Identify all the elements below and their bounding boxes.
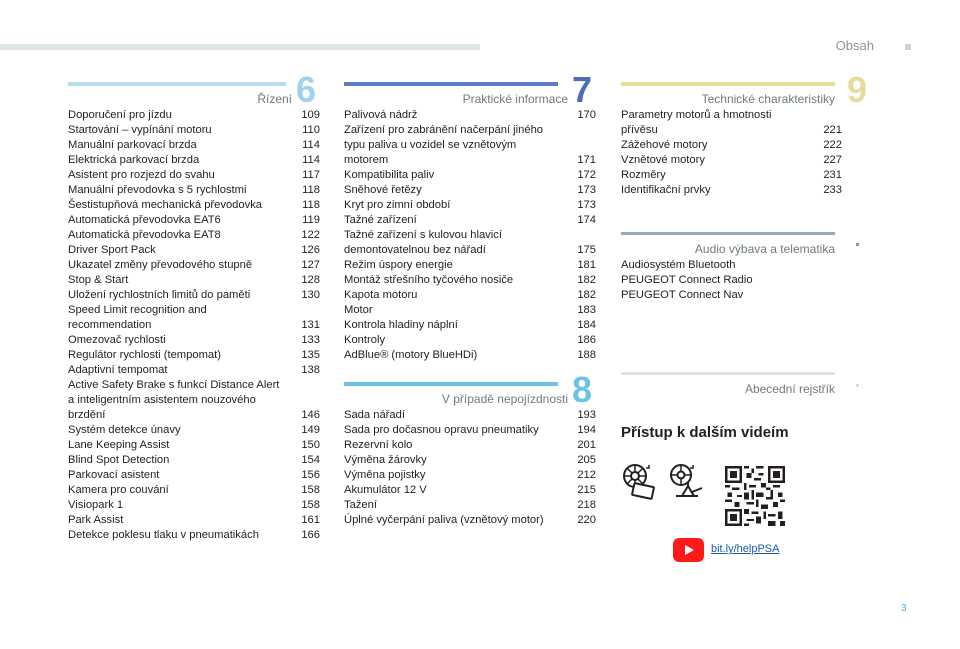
index-square: [856, 384, 859, 387]
toc-entry-page: 194: [577, 424, 596, 436]
toc-entry-label: Úplné vyčerpání paliva (vznětový motor): [344, 514, 544, 526]
toc-entry-page: 161: [301, 514, 320, 526]
toc-entry[interactable]: [344, 348, 596, 363]
toc-entry[interactable]: [68, 183, 320, 198]
toc-entry[interactable]: [344, 198, 596, 213]
toc-entry-label: Kapota motoru: [344, 289, 418, 301]
toc-entry[interactable]: [68, 228, 320, 243]
toc-entry[interactable]: [621, 183, 842, 198]
toc-entry-label: Šestistupňová mechanická převodovka: [68, 199, 263, 211]
toc-entry-label: Blind Spot Detection: [68, 454, 170, 466]
toc-entry-page: 135: [301, 349, 320, 361]
toc-entry-page: 127: [301, 259, 320, 271]
toc-entry[interactable]: [344, 333, 596, 348]
wheel-jack-icon: [668, 462, 710, 505]
toc-entry[interactable]: [68, 108, 320, 123]
toc-entry-label: Doporučení pro jízdu: [68, 109, 172, 121]
toc-entry[interactable]: [68, 168, 320, 183]
toc-entry-page: 138: [301, 364, 320, 376]
toc-entry[interactable]: [68, 513, 320, 528]
toc-entry-page: 109: [301, 109, 320, 121]
toc-entry[interactable]: [344, 498, 596, 513]
toc-entry[interactable]: [344, 183, 596, 198]
toc-entry[interactable]: [344, 423, 596, 438]
toc-entry[interactable]: [621, 153, 842, 168]
toc-entry-page: 188: [577, 349, 596, 361]
toc-entry-page: 231: [823, 169, 842, 181]
toc-entry[interactable]: [68, 453, 320, 468]
toc-entry[interactable]: [68, 468, 320, 483]
toc-entry-page: 201: [577, 439, 596, 451]
toc-entry-page: 114: [302, 154, 320, 166]
toc-entry-label: Omezovač rychlosti: [68, 334, 166, 346]
section-8: [344, 369, 596, 528]
toc-entry-page: 156: [301, 469, 320, 481]
toc-entry-page: 181: [577, 259, 596, 271]
toc-entry[interactable]: [344, 513, 596, 528]
toc-entry[interactable]: [621, 108, 842, 138]
section-index-bar: [621, 372, 835, 375]
section-8-title: V případě nepojízdnosti: [441, 392, 568, 406]
section-9: [621, 69, 868, 198]
section-9-number: 9: [847, 69, 868, 110]
toc-entry[interactable]: [344, 213, 596, 228]
toc-entry[interactable]: [68, 438, 320, 453]
toc-entry-page: 149: [301, 424, 320, 436]
section-7-number: 7: [572, 69, 593, 110]
toc-entry-label: Manuální parkovací brzda: [68, 139, 197, 151]
section-audio-list: [621, 258, 842, 303]
toc-entry-label: Stop & Start: [68, 274, 129, 286]
section-audio-bar: [621, 232, 835, 235]
toc-entry-label: Tažné zařízení s kulovou hlavicí demontovatelnou bez nářadí: [344, 229, 502, 256]
toc-entry[interactable]: [68, 423, 320, 438]
toc-entry-page: 154: [301, 454, 320, 466]
toc-entry-page: 117: [302, 169, 320, 181]
toc-entry-label: Zážehové motory: [621, 139, 708, 151]
toc-entry-page: 175: [577, 244, 596, 256]
toc-entry-label: Rezervní kolo: [344, 439, 413, 451]
toc-entry[interactable]: [68, 153, 320, 168]
toc-entry-label: Systém detekce únavy: [68, 424, 181, 436]
toc-entry-page: 183: [577, 304, 596, 316]
toc-entry-page: 171: [577, 154, 596, 166]
section-8-number: 8: [572, 369, 593, 410]
toc-entry[interactable]: [68, 303, 320, 333]
section-7-title: Praktické informace: [462, 92, 568, 106]
toc-entry-label: Identifikační prvky: [621, 184, 711, 196]
toc-entry-label: Sada pro dočasnou opravu pneumatiky: [344, 424, 539, 436]
section-7-list: [344, 108, 596, 363]
toc-entry-label: Sněhové řetězy: [344, 184, 422, 196]
toc-entry-label: Režim úspory energie: [344, 259, 453, 271]
toc-entry[interactable]: [344, 168, 596, 183]
toc-entry-label: Kontrola hladiny náplní: [344, 319, 458, 331]
section-6-list: [68, 108, 320, 543]
toc-entry-page: 128: [301, 274, 320, 286]
toc-entry-page: 186: [577, 334, 596, 346]
toc-entry-label: Manuální převodovka s 5 rychlostmi: [68, 184, 247, 196]
toc-entry-label: Tažení: [344, 499, 377, 511]
toc-entry[interactable]: [344, 258, 596, 273]
toc-entry-label: Adaptivní tempomat: [68, 364, 168, 376]
toc-entry[interactable]: [68, 333, 320, 348]
toc-entry-page: 215: [577, 484, 596, 496]
toc-entry[interactable]: [344, 108, 596, 123]
toc-entry[interactable]: [344, 318, 596, 333]
header-bar: [0, 44, 480, 50]
toc-entry-label: Startování – vypínání motoru: [68, 124, 212, 136]
header-square: [905, 44, 911, 50]
toc-entry-label: Výměna žárovky: [344, 454, 427, 466]
toc-entry-page: 218: [577, 499, 596, 511]
section-index: [621, 366, 842, 394]
toc-entry-page: 170: [577, 109, 596, 121]
toc-entry-page: 133: [301, 334, 320, 346]
toc-entry[interactable]: [68, 213, 320, 228]
toc-entry-label: Active Safety Brake s funkcí Distance Alert a inteligentním asistentem nouzového brzdění: [68, 379, 280, 421]
toc-entry-label: Driver Sport Pack: [68, 244, 156, 256]
toc-entry-page: 146: [301, 409, 320, 421]
video-link[interactable]: bit.ly/helpPSA: [711, 543, 780, 555]
toc-entry-page: 173: [577, 184, 596, 196]
section-6: [68, 69, 320, 543]
toc-entry[interactable]: [344, 123, 596, 168]
toc-entry-label: Visiopark 1: [68, 499, 124, 511]
section-6-bar: [68, 82, 286, 86]
toc-entry[interactable]: [621, 138, 842, 153]
toc-entry-page: 114: [302, 139, 320, 151]
section-index-title: Abecední rejstřík: [744, 382, 835, 396]
wheel-box-icon: [620, 462, 660, 505]
toc-entry-page: 212: [577, 469, 596, 481]
toc-entry-page: 118: [302, 199, 320, 211]
toc-entry[interactable]: [621, 288, 842, 303]
toc-entry-label: Elektrická parkovací brzda: [68, 154, 200, 166]
section-7-bar: [344, 82, 558, 86]
toc-entry-page: 233: [823, 184, 842, 196]
toc-entry-page: 122: [301, 229, 320, 241]
toc-entry[interactable]: [68, 363, 320, 378]
toc-entry[interactable]: [68, 483, 320, 498]
toc-entry[interactable]: [68, 498, 320, 513]
toc-entry[interactable]: [621, 258, 842, 273]
section-8-bar: [344, 382, 558, 386]
toc-entry-label: Parkovací asistent: [68, 469, 160, 481]
toc-entry-label: Výměna pojistky: [344, 469, 426, 481]
toc-entry[interactable]: [621, 168, 842, 183]
toc-entry-label: Palivová nádrž: [344, 109, 418, 121]
toc-entry[interactable]: [68, 273, 320, 288]
toc-entry-page: 184: [577, 319, 596, 331]
toc-entry-label: Akumulátor 12 V: [344, 484, 427, 496]
toc-entry-page: 182: [577, 289, 596, 301]
toc-entry-page: 119: [302, 214, 320, 226]
toc-entry-label: Kryt pro zimní období: [344, 199, 451, 211]
toc-entry-label: Uložení rychlostních limitů do paměti: [68, 289, 251, 301]
toc-entry-label: Motor: [344, 304, 373, 316]
page-number: 3: [901, 603, 907, 614]
toc-entry-label: Kontroly: [344, 334, 386, 346]
toc-entry-page: 158: [301, 499, 320, 511]
toc-entry[interactable]: [344, 408, 596, 423]
toc-entry-label: Rozměry: [621, 169, 666, 181]
toc-entry-label: Kompatibilita paliv: [344, 169, 435, 181]
qr-code-icon: [725, 466, 785, 531]
toc-entry-label: Audiosystém Bluetooth: [621, 259, 736, 271]
audio-square: [856, 243, 859, 246]
toc-entry-label: Speed Limit recognition and recommendation: [68, 304, 207, 331]
toc-entry[interactable]: [344, 273, 596, 288]
section-9-title: Technické charakteristiky: [701, 92, 835, 106]
toc-entry-label: Vznětové motory: [621, 154, 705, 166]
toc-entry-label: Ukazatel změny převodového stupně: [68, 259, 253, 271]
toc-entry[interactable]: [344, 483, 596, 498]
toc-entry[interactable]: [344, 303, 596, 318]
video-heading: Přístup k dalším videím: [621, 424, 789, 441]
youtube-icon[interactable]: [673, 538, 704, 562]
toc-entry[interactable]: [344, 228, 596, 258]
toc-entry-page: 131: [301, 319, 320, 331]
toc-entry-label: Lane Keeping Assist: [68, 439, 170, 451]
toc-entry[interactable]: [68, 138, 320, 153]
toc-entry[interactable]: [68, 123, 320, 138]
toc-entry-page: 110: [302, 124, 320, 136]
page-title: Obsah: [835, 38, 874, 53]
toc-entry-label: Automatická převodovka EAT8: [68, 229, 221, 241]
toc-entry[interactable]: [68, 258, 320, 273]
toc-entry-page: 174: [577, 214, 596, 226]
toc-entry-page: 126: [301, 244, 320, 256]
toc-entry-page: 150: [301, 439, 320, 451]
toc-entry[interactable]: [344, 288, 596, 303]
toc-entry-label: Montáž střešního tyčového nosiče: [344, 274, 514, 286]
toc-entry-page: 222: [823, 139, 842, 151]
toc-entry[interactable]: [344, 438, 596, 453]
section-8-list: [344, 408, 596, 528]
section-audio: [621, 226, 842, 303]
toc-entry-label: Zařízení pro zabránění načerpání jiného typu paliva u vozidel se vznětovým motorem: [344, 124, 544, 166]
section-9-list: [621, 108, 842, 198]
toc-entry[interactable]: [68, 378, 320, 423]
toc-entry[interactable]: [68, 528, 320, 543]
toc-entry-page: 205: [577, 454, 596, 466]
toc-entry-page: 166: [301, 529, 320, 541]
toc-entry[interactable]: [344, 453, 596, 468]
toc-entry-label: Regulátor rychlosti (tempomat): [68, 349, 221, 361]
toc-entry-label: Tažné zařízení: [344, 214, 417, 226]
toc-entry-label: Automatická převodovka EAT6: [68, 214, 221, 226]
toc-entry-page: 182: [577, 274, 596, 286]
toc-entry-label: Sada nářadí: [344, 409, 405, 421]
section-9-bar: [621, 82, 835, 86]
toc-entry-page: 193: [577, 409, 596, 421]
toc-entry-page: 118: [302, 184, 320, 196]
toc-entry[interactable]: [344, 468, 596, 483]
toc-entry-label: Kamera pro couvání: [68, 484, 169, 496]
toc-entry[interactable]: [68, 348, 320, 363]
toc-entry-label: PEUGEOT Connect Radio: [621, 274, 753, 286]
toc-entry-page: 227: [823, 154, 842, 166]
toc-entry-label: Park Assist: [68, 514, 124, 526]
toc-entry-page: 220: [577, 514, 596, 526]
section-audio-title: Audio výbava a telematika: [694, 242, 835, 256]
toc-entry[interactable]: [68, 198, 320, 213]
toc-entry[interactable]: [68, 243, 320, 258]
toc-entry-page: 172: [577, 169, 596, 181]
section-7: [344, 69, 596, 363]
toc-entry-label: Asistent pro rozjezd do svahu: [68, 169, 215, 181]
toc-entry[interactable]: [68, 288, 320, 303]
toc-entry-label: AdBlue® (motory BlueHDi): [344, 349, 478, 361]
section-6-title: Řízení: [257, 92, 292, 106]
toc-entry-label: Detekce poklesu tlaku v pneumatikách: [68, 529, 259, 541]
toc-entry[interactable]: [621, 273, 842, 288]
toc-entry-page: 158: [301, 484, 320, 496]
section-6-number: 6: [296, 69, 317, 110]
toc-entry-page: 221: [823, 124, 842, 136]
toc-entry-page: 130: [301, 289, 320, 301]
toc-entry-label: PEUGEOT Connect Nav: [621, 289, 744, 301]
toc-entry-page: 173: [577, 199, 596, 211]
toc-entry-label: Parametry motorů a hmotnosti přívěsu: [621, 109, 772, 136]
